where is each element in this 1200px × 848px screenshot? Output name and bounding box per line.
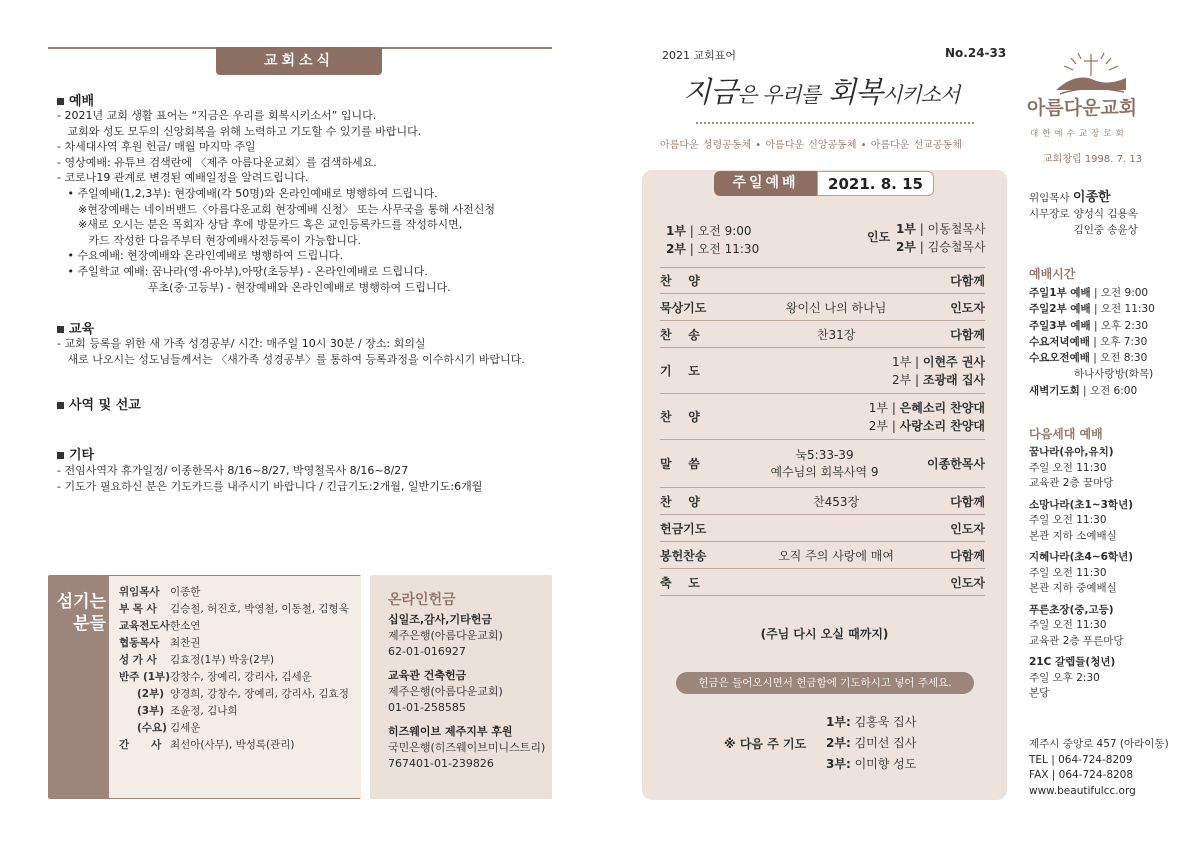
heading-text: 예배 bbox=[69, 94, 95, 109]
service-label: 2부 bbox=[896, 240, 916, 254]
server-names: 김효정(1부) 박웅(2부) bbox=[170, 654, 275, 666]
server-names: 조윤정, 김나희 bbox=[170, 705, 238, 717]
offering-type: 십일조,감사,기타헌금 bbox=[388, 613, 492, 626]
leader-name: 은혜소리 찬양대 bbox=[899, 400, 985, 415]
order-content-line: 예수님의 회복사역 9 bbox=[770, 464, 879, 479]
service-label: 2부 bbox=[666, 242, 686, 256]
server-role: 협동목사 bbox=[119, 637, 160, 649]
offering-type: 교육관 건축헌금 bbox=[388, 669, 467, 682]
server-row bbox=[119, 737, 349, 754]
service-label: 2부 bbox=[868, 418, 888, 433]
worship-time-row: 새벽기도회 | 오전 6:00 bbox=[1029, 384, 1138, 397]
notice-line: - 기도가 필요하신 분은 기도카드를 내주시기 바랍니다 / 긴급기도:2개월, 일반기도:6개월 bbox=[57, 479, 483, 493]
worship-time-note: 하나사랑방(화목) bbox=[1074, 368, 1154, 381]
online-offering-title: 온라인헌금 bbox=[388, 592, 456, 608]
offering-type: 히즈웨이브 제주지부 후원 bbox=[388, 725, 513, 738]
server-row bbox=[119, 652, 349, 669]
order-content bbox=[722, 447, 927, 481]
order-leader: 2부 | 사랑소리 찬양대 bbox=[868, 418, 985, 433]
order-content-line: 찬31장 bbox=[816, 327, 856, 342]
notice-line: - 2021년 교회 생활 표어는 “지금은 우리를 회복시키소서” 입니다. bbox=[57, 109, 377, 122]
worship-time-row: 주일2부 예배 | 오전 11:30 bbox=[1029, 303, 1155, 316]
address: 제주시 중앙로 457 (아라이동) bbox=[1029, 738, 1169, 750]
leader-name: 이동철목사 bbox=[927, 222, 986, 236]
worship-time: 오전 11:30 bbox=[1100, 303, 1155, 316]
server-role: 간 사 bbox=[119, 739, 162, 751]
service-label: 1부 bbox=[896, 222, 916, 236]
notice-line: 푸초(중·고등부) - 현장예배와 온라인예배로 병행하여 드립니다. bbox=[57, 280, 451, 294]
notice-line: - 코로나19 관계로 변경된 예배일정을 알려드립니다. bbox=[57, 171, 309, 185]
worship-date: 2021. 8. 15 bbox=[817, 171, 934, 196]
notice-line: - 영상예배: 유튜브 검색란에 〈제주 아름다운교회〉를 검색하세요. bbox=[57, 155, 377, 169]
notice-line: • 주일예배(1,2,3부): 현장예배(각 50명)와 온라인예배로 병행하여 드립니다. bbox=[57, 186, 438, 200]
online-offering-list bbox=[388, 612, 545, 780]
service-time: 오전 9:00 bbox=[697, 224, 752, 238]
offering-line: 제주은행(아름다운교회) bbox=[388, 629, 503, 642]
server-role: (2부) bbox=[137, 688, 165, 700]
contact-info bbox=[1029, 737, 1169, 799]
leader-name: 사랑소리 찬양대 bbox=[899, 418, 985, 433]
title-part: 은 bbox=[737, 83, 762, 107]
order-who: 인도자 bbox=[950, 300, 985, 315]
offering-line: 제주은행(아름다운교회) bbox=[388, 685, 503, 698]
order-item: 말 씀 bbox=[660, 457, 700, 471]
leader-name: 김승철목사 bbox=[927, 240, 986, 254]
elders-label: 시무장로 bbox=[1029, 208, 1070, 220]
order-content bbox=[722, 547, 950, 564]
server-row bbox=[119, 618, 349, 635]
section-heading-worship bbox=[57, 90, 94, 109]
server-role: 반주 (1부) bbox=[119, 671, 170, 683]
server-role: (수요) bbox=[137, 722, 167, 734]
worship-name: 주일3부 예배 bbox=[1029, 319, 1091, 332]
next-gen-time: 주일 오전 11:30 bbox=[1029, 461, 1107, 474]
notice-line: 교회와 성도 모두의 신앙회복을 위해 노력하고 기도할 수 있기를 바랍니다. bbox=[57, 124, 422, 138]
notice-line: - 차세대사역 후원 헌금/ 매월 마지막 주일 bbox=[57, 140, 256, 154]
order-row bbox=[660, 569, 985, 596]
offering-account bbox=[388, 612, 545, 660]
server-names: 최찬권 bbox=[170, 637, 201, 649]
order-content-line: 눅5:33-39 bbox=[795, 447, 854, 462]
order-leader: 2부 | 조광래 집사 bbox=[891, 372, 985, 387]
server-row bbox=[119, 703, 349, 720]
server-row bbox=[119, 669, 349, 686]
order-item: 찬 양 bbox=[660, 273, 700, 288]
section-heading-education bbox=[57, 318, 94, 337]
next-gen-place: 교육관 2층 푸른마당 bbox=[1029, 634, 1124, 647]
elders-names: 양성식 김용옥 bbox=[1073, 208, 1138, 220]
order-item: 기 도 bbox=[660, 364, 700, 378]
worship-name: 수요오전예배 bbox=[1029, 352, 1090, 365]
order-who: 다함께 bbox=[950, 494, 985, 509]
square-bullet-icon bbox=[57, 326, 64, 333]
elders-names: 김인중 송윤상 bbox=[1073, 224, 1138, 236]
order-item: 묵상기도 bbox=[660, 300, 707, 315]
next-gen-name: 푸른초장(중,고등) bbox=[1029, 603, 1114, 616]
title-line: 섬기는 bbox=[56, 592, 106, 612]
next-prayer-row bbox=[826, 733, 916, 754]
order-who: 인도자 bbox=[950, 575, 985, 590]
order-item: 헌금기도 bbox=[660, 521, 707, 536]
heading-text: 교육 bbox=[69, 322, 95, 337]
title-part: 회복 bbox=[819, 75, 883, 109]
next-gen-item bbox=[1029, 445, 1133, 492]
order-row bbox=[660, 294, 985, 321]
order-content bbox=[722, 299, 950, 316]
prayer-name: 김홍욱 집사 bbox=[854, 715, 917, 729]
worship-time: 오전 8:30 bbox=[1100, 352, 1148, 365]
order-leader: 1부 | 이현주 권사 bbox=[891, 354, 985, 369]
service-label: 1부 bbox=[868, 400, 888, 415]
service-times: 1부 | 오전 9:00 2부 | 오전 11:30 bbox=[666, 224, 760, 256]
order-content bbox=[722, 326, 950, 343]
next-gen-item bbox=[1029, 655, 1133, 702]
notice-line: ※현장예배는 네이버밴드〈아름다운교회 현장예배 신청〉 또는 사무국을 통해 사전신청 bbox=[57, 202, 495, 216]
prayer-name: 이미향 성도 bbox=[854, 757, 917, 771]
server-names: 강창수, 장예리, 강리사, 김세운 bbox=[170, 671, 312, 683]
worship-time-row: 수요저녁예배 | 오후 7:30 bbox=[1029, 335, 1148, 348]
offering-note: 헌금은 들어오시면서 헌금함에 기도하시고 넣어 주세요. bbox=[676, 672, 974, 694]
next-prayer-list bbox=[826, 712, 916, 775]
order-row bbox=[660, 440, 985, 488]
order-row bbox=[660, 348, 985, 394]
church-logo-icon bbox=[1046, 50, 1136, 96]
server-row bbox=[119, 686, 349, 703]
worship-time: 오후 7:30 bbox=[1100, 335, 1148, 348]
server-names: 양경희, 강창수, 장예리, 강리사, 김효정 bbox=[170, 688, 349, 700]
order-who: 다함께 bbox=[950, 273, 985, 288]
next-gen-place: 본당 bbox=[1029, 687, 1050, 699]
website-link[interactable]: www.beautifulcc.org bbox=[1029, 784, 1136, 797]
next-gen-item bbox=[1029, 550, 1133, 597]
leader-names: 1부 | 이동철목사 2부 | 김승철목사 bbox=[896, 222, 986, 254]
leader-name: 이현주 권사 bbox=[922, 354, 985, 369]
offering-line: 767401-01-239826 bbox=[388, 757, 494, 770]
offering-line: 62-01-016927 bbox=[388, 645, 466, 658]
worship-time: 오후 2:30 bbox=[1100, 319, 1149, 332]
worship-order-table bbox=[660, 267, 985, 596]
server-row bbox=[119, 635, 349, 652]
servers-title bbox=[56, 591, 106, 635]
notice-line: - 전임사역자 휴가일정/ 이종한목사 8/16~8/27, 박영철목사 8/16~8/27 bbox=[57, 464, 409, 477]
offering-line: 국민은행(히즈웨이브미니스트리) bbox=[388, 741, 546, 754]
worship-time-row: 수요오전예배 | 오전 8:30 bbox=[1029, 352, 1148, 365]
service-label: 2부: bbox=[826, 736, 851, 750]
order-who: 이종한목사 bbox=[927, 457, 985, 471]
square-bullet-icon bbox=[57, 452, 64, 459]
title-part: 우리를 bbox=[762, 83, 820, 107]
title-part: 시키소서 bbox=[882, 83, 960, 107]
square-bullet-icon bbox=[57, 98, 64, 105]
server-role: (3부) bbox=[137, 705, 165, 717]
phone: TEL | 064-724-8209 bbox=[1029, 753, 1133, 766]
prayer-name: 김미선 집사 bbox=[854, 736, 917, 750]
square-bullet-icon bbox=[57, 402, 64, 409]
senior-pastor-name: 이종한 bbox=[1072, 190, 1111, 205]
next-gen-name: 21C 갈렙들(청년) bbox=[1029, 656, 1116, 668]
server-row bbox=[119, 584, 349, 601]
worship-name: 수요저녁예배 bbox=[1029, 335, 1090, 348]
worship-notices bbox=[57, 108, 495, 295]
church-name: 아름다운교회 bbox=[1027, 97, 1138, 119]
heading-text: 기타 bbox=[69, 448, 95, 463]
notice-line: 카드 작성한 다음주부터 현장예배사전등록이 가능합니다. bbox=[57, 233, 361, 247]
next-gen-heading: 다음세대 예배 bbox=[1029, 427, 1103, 441]
order-who: 인도자 bbox=[950, 521, 985, 536]
order-item: 찬 송 bbox=[660, 327, 700, 342]
order-row bbox=[660, 488, 985, 515]
order-content-line: 오직 주의 사랑에 매여 bbox=[778, 548, 894, 563]
title-part: 지금 bbox=[683, 75, 738, 109]
worship-time-row: 주일1부 예배 | 오전 9:00 bbox=[1029, 287, 1149, 299]
fax: FAX | 064-724-8208 bbox=[1029, 769, 1134, 781]
section-heading-mission bbox=[57, 394, 141, 413]
worship-name: 주일1부 예배 bbox=[1029, 287, 1091, 299]
order-item: 찬 양 bbox=[660, 410, 700, 424]
offering-line: 01-01-258585 bbox=[388, 701, 466, 714]
order-row bbox=[660, 515, 985, 542]
server-names: 최선아(사무), 박성록(관리) bbox=[170, 739, 295, 751]
denomination: 대한예수교장로회 bbox=[1030, 129, 1128, 139]
next-prayer-label: ※ 다음 주 기도 bbox=[724, 737, 807, 751]
notice-line: - 교회 등록을 위한 새 가족 성경공부/ 시간: 매주일 10시 30분 / 장소: 회의실 bbox=[57, 337, 426, 350]
offering-account bbox=[388, 724, 545, 772]
servers-list bbox=[119, 584, 349, 754]
next-gen-time: 주일 오전 11:30 bbox=[1029, 514, 1107, 526]
order-who: 다함께 bbox=[950, 548, 985, 563]
next-gen-name: 꿈나라(유아,유치) bbox=[1029, 446, 1114, 458]
server-role: 위임목사 bbox=[119, 586, 160, 598]
order-item: 축 도 bbox=[660, 575, 700, 590]
notice-line: 새로 나오시는 성도님들께서는 〈새가족 성경공부〉를 통하여 등록과정을 이수하시기 바랍니다. bbox=[57, 352, 525, 366]
closing-text: (주님 다시 오실 때까지) bbox=[760, 627, 889, 641]
server-row bbox=[119, 720, 349, 737]
order-row bbox=[660, 267, 985, 294]
section-heading-etc bbox=[57, 444, 94, 463]
news-tab: 교회소식 bbox=[216, 47, 382, 75]
next-gen-item bbox=[1029, 498, 1133, 545]
worship-time: 오전 9:00 bbox=[1100, 287, 1149, 299]
service-label: 1부 bbox=[891, 354, 912, 369]
next-prayer-row bbox=[826, 754, 916, 775]
leader-name: 조광래 집사 bbox=[922, 372, 985, 387]
next-gen-place: 교육관 2층 꿈마당 bbox=[1029, 477, 1114, 489]
service-label: 2부 bbox=[891, 372, 912, 387]
next-gen-time: 주일 오후 2:30 bbox=[1029, 671, 1100, 684]
next-gen-name: 지혜나라(초4~6학년) bbox=[1029, 551, 1134, 563]
server-names: 한소연 bbox=[170, 620, 201, 632]
heading-text: 사역 및 선교 bbox=[69, 398, 141, 413]
worship-tab: 주일예배 bbox=[714, 171, 817, 196]
order-leader: 1부 | 은혜소리 찬양대 bbox=[868, 400, 985, 415]
worship-time-row: 주일3부 예배 | 오후 2:30 bbox=[1029, 319, 1149, 332]
server-role: 부 목 사 bbox=[119, 603, 157, 615]
title-line: 분들 bbox=[73, 614, 106, 634]
order-leaders bbox=[892, 353, 985, 389]
next-gen-name: 소망나라(초1~3학년) bbox=[1029, 498, 1134, 511]
education-notices bbox=[57, 336, 525, 367]
next-gen-time: 주일 오전 11:30 bbox=[1029, 566, 1107, 579]
issue-number: No.24-33 bbox=[945, 46, 1007, 60]
server-names: 김세운 bbox=[170, 722, 201, 734]
worship-times-heading: 예배시간 bbox=[1029, 267, 1076, 281]
senior-pastor-label: 위임목사 bbox=[1029, 192, 1070, 204]
service-label: 3부: bbox=[826, 757, 851, 771]
service-label: 1부: bbox=[826, 715, 851, 729]
order-row bbox=[660, 321, 985, 348]
worship-name: 새벽기도회 bbox=[1029, 384, 1080, 397]
order-row bbox=[660, 394, 985, 440]
order-leaders bbox=[869, 399, 985, 435]
next-gen-item bbox=[1029, 603, 1133, 650]
order-item: 찬 양 bbox=[660, 494, 700, 509]
communities-line: 아름다운 성령공동체 • 아름다운 신앙공동체 • 아름다운 선교공동체 bbox=[660, 140, 962, 151]
server-names: 이종한 bbox=[170, 586, 201, 598]
motto-title bbox=[683, 70, 959, 111]
server-role: 성 가 사 bbox=[119, 654, 157, 666]
notice-line: ※새로 오시는 분은 목회자 상담 후에 방문카드 혹은 교인등록카드를 작성하시면, bbox=[57, 218, 463, 232]
service-label: 1부 bbox=[666, 224, 686, 238]
service-time: 오전 11:30 bbox=[697, 242, 760, 256]
order-content-line: 왕이신 나의 하나님 bbox=[785, 300, 887, 315]
leader-label: 인도 bbox=[867, 230, 891, 244]
order-item: 봉헌찬송 bbox=[660, 548, 707, 563]
next-gen-place: 본관 지하 중예배실 bbox=[1029, 582, 1117, 594]
next-gen-place: 본관 지하 소예배실 bbox=[1029, 529, 1117, 542]
server-names: 김승철, 허진호, 박영철, 이동철, 김형욱 bbox=[170, 603, 349, 615]
notice-line: • 수요예배: 현장예배와 온라인예배로 병행하여 드립니다. bbox=[57, 249, 344, 263]
worship-times-list bbox=[1029, 285, 1155, 399]
offering-account bbox=[388, 668, 545, 716]
next-gen-time: 주일 오전 11:30 bbox=[1029, 619, 1107, 631]
order-content bbox=[722, 493, 950, 510]
dotted-divider bbox=[696, 122, 974, 124]
etc-notices bbox=[57, 463, 482, 494]
motto-label: 2021 교회표어 bbox=[662, 49, 736, 62]
notice-line: • 주일학교 예배: 꿈나라(영·유아부),아땅(초등부) - 온라인예배로 드립니다. bbox=[57, 264, 428, 278]
staff-info bbox=[1029, 190, 1138, 238]
order-who: 다함께 bbox=[950, 327, 985, 342]
server-row bbox=[119, 601, 349, 618]
server-role: 교육전도사 bbox=[119, 620, 170, 632]
order-content-line: 찬453장 bbox=[813, 494, 860, 509]
worship-time: 오전 6:00 bbox=[1089, 384, 1138, 397]
worship-name: 주일2부 예배 bbox=[1029, 303, 1091, 316]
next-prayer-row bbox=[826, 712, 916, 733]
next-gen-list bbox=[1029, 445, 1133, 708]
order-row bbox=[660, 542, 985, 569]
founded-date: 교회창립 1998. 7. 13 bbox=[1043, 154, 1143, 165]
